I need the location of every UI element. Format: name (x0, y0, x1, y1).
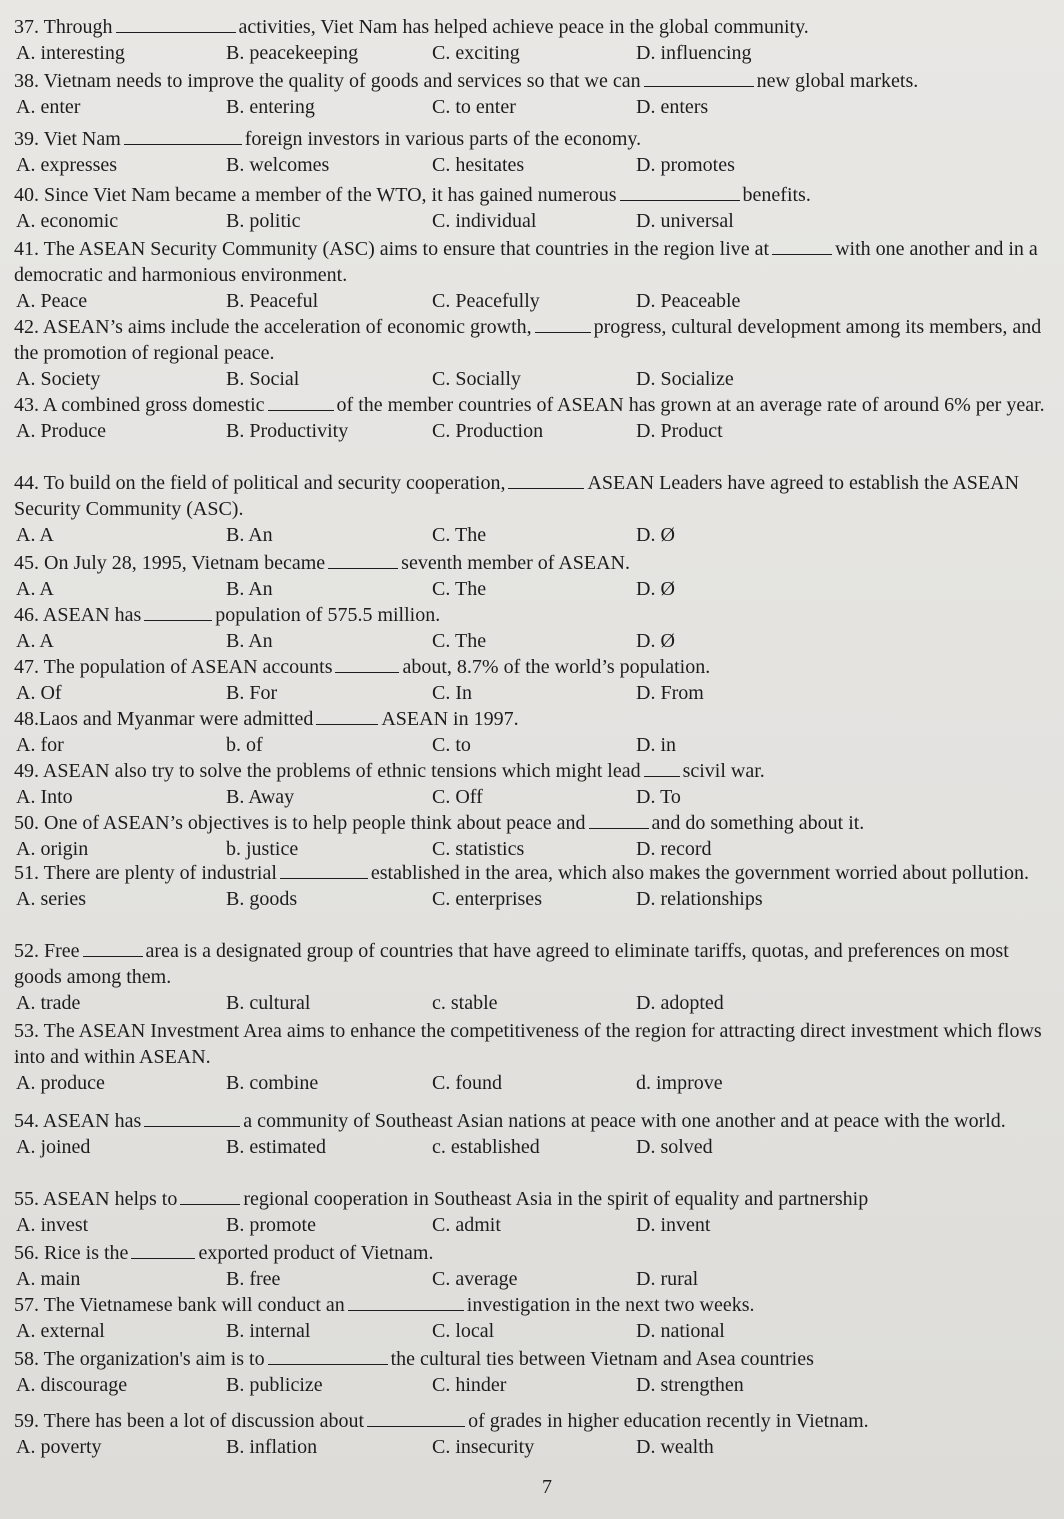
question-item (14, 68, 1050, 120)
question-text-after-blank: investigation in the next two weeks. (466, 1294, 755, 1316)
answer-option-a: A. main (16, 1268, 81, 1290)
answer-options (14, 94, 1050, 120)
question-item (14, 470, 1050, 548)
question-text-after-blank: of grades in higher education recently in Vietnam. (468, 1410, 869, 1432)
question-stem (14, 392, 1050, 418)
answer-option-a: A. Society (16, 368, 101, 390)
question-text-before-blank: 54. ASEAN has (14, 1110, 142, 1132)
answer-option-d: D. wealth (636, 1436, 714, 1458)
answer-option-b: B. publicize (226, 1374, 323, 1396)
question-text-before-blank: 49. ASEAN also try to solve the problems of ethnic tensions which might lead (14, 760, 641, 782)
question-text-after-blank: regional cooperation in Southeast Asia in the spirit of equality and partnership (243, 1188, 869, 1210)
answer-option-b: B. Social (226, 368, 300, 390)
answer-option-c: C. In (432, 682, 472, 704)
answer-option-d: D. Product (636, 420, 723, 442)
answer-option-b: B. entering (226, 96, 315, 118)
answer-option-b: B. An (226, 578, 273, 600)
answer-option-a: A. Produce (16, 420, 106, 442)
question-text-before-blank: 48.Laos and Myanmar were admitted (14, 708, 314, 730)
answer-option-c: C. hinder (432, 1374, 507, 1396)
question-text-before-blank: 41. The ASEAN Security Community (ASC) aims to ensure that countries in the region live at (14, 238, 770, 260)
answer-options (14, 1134, 1050, 1160)
question-stem (14, 14, 1050, 40)
answer-options (14, 628, 1050, 654)
question-stem (14, 602, 1050, 628)
question-text-before-blank: 50. One of ASEAN’s objectives is to help people think about peace and (14, 812, 586, 834)
answer-options (14, 1070, 1050, 1096)
answer-option-a: A. interesting (16, 42, 125, 64)
question-text-after-blank: benefits. (742, 184, 811, 206)
answer-option-d: D. record (636, 838, 712, 860)
answer-option-b: B. Peaceful (226, 290, 319, 312)
answer-option-c: C. statistics (432, 838, 525, 860)
answer-option-a: A. Peace (16, 290, 88, 312)
answer-options (14, 836, 1050, 862)
question-item (14, 1108, 1050, 1160)
question-item (14, 1186, 1050, 1238)
answer-option-b: B. peacekeeping (226, 42, 359, 64)
answer-options (14, 732, 1050, 758)
answer-option-d: D. solved (636, 1136, 713, 1158)
question-item (14, 1018, 1050, 1096)
question-text-after-blank: the cultural ties between Vietnam and Asea countries (390, 1348, 814, 1370)
answer-options (14, 152, 1050, 178)
answer-option-b: B. combine (226, 1072, 319, 1094)
answer-option-b: B. cultural (226, 992, 311, 1014)
answer-option-a: A. joined (16, 1136, 91, 1158)
question-text-before-blank: 59. There has been a lot of discussion about (14, 1410, 365, 1432)
answer-option-d: D. in (636, 734, 676, 756)
answer-option-c: C. Production (432, 420, 544, 442)
answer-blank (180, 1189, 240, 1205)
answer-option-a: A. external (16, 1320, 105, 1342)
question-text-before-blank: 40. Since Viet Nam became a member of the WTO, it has gained numerous (14, 184, 617, 206)
answer-option-c: C. The (432, 630, 487, 652)
answer-options (14, 366, 1050, 392)
answer-options (14, 990, 1050, 1016)
answer-blank (328, 553, 398, 569)
question-text-before-blank: 53. The ASEAN Investment Area aims to enhance the competitiveness of the region for attracting direct investment which flows into and within ASEAN. (14, 1020, 1042, 1068)
question-item (14, 654, 1050, 706)
question-item (14, 14, 1050, 66)
answer-blank (144, 605, 212, 621)
question-item (14, 810, 1050, 862)
question-text-before-blank: 52. Free (14, 940, 80, 962)
question-text-after-blank: area is a designated group of countries that have agreed to eliminate tariffs, quotas, and preferences on most goods among them. (14, 940, 1009, 988)
answer-options (14, 208, 1050, 234)
answer-option-a: A. origin (16, 838, 89, 860)
answer-option-c: C. Off (432, 786, 483, 808)
answer-option-a: A. trade (16, 992, 81, 1014)
answer-option-b: B. welcomes (226, 154, 330, 176)
answer-option-d: D. Ø (636, 630, 675, 652)
answer-options (14, 522, 1050, 548)
answer-option-a: A. discourage (16, 1374, 128, 1396)
question-item (14, 1240, 1050, 1292)
question-stem (14, 470, 1050, 522)
answer-option-d: D. promotes (636, 154, 735, 176)
question-item (14, 1346, 1050, 1398)
question-text-before-blank: 44. To build on the field of political and security cooperation, (14, 472, 506, 494)
question-text-after-blank: seventh member of ASEAN. (401, 552, 631, 574)
answer-option-a: A. for (16, 734, 64, 756)
answer-blank (280, 863, 368, 879)
answer-option-d: d. improve (636, 1072, 723, 1094)
answer-option-b: B. free (226, 1268, 281, 1290)
answer-options (14, 418, 1050, 444)
answer-option-a: A. A (16, 578, 54, 600)
question-text-before-blank: 39. Viet Nam (14, 128, 121, 150)
answer-option-c: C. The (432, 524, 487, 546)
answer-blank (644, 761, 680, 777)
answer-blank (589, 813, 649, 829)
question-item (14, 706, 1050, 758)
answer-options (14, 1212, 1050, 1238)
answer-option-d: D. national (636, 1320, 725, 1342)
answer-option-b: B. politic (226, 210, 301, 232)
question-text-before-blank: 42. ASEAN’s aims include the acceleration of economic growth, (14, 316, 532, 338)
question-stem (14, 1346, 1050, 1372)
answer-blank (116, 17, 236, 33)
answer-option-a: A. economic (16, 210, 119, 232)
answer-option-b: B. An (226, 524, 273, 546)
answer-option-d: D. rural (636, 1268, 699, 1290)
question-item (14, 860, 1050, 912)
question-text-after-blank: progress, cultural development among its members, and the promotion of regional peace. (14, 316, 1042, 364)
answer-option-a: A. produce (16, 1072, 105, 1094)
answer-options (14, 1318, 1050, 1344)
question-stem (14, 182, 1050, 208)
answer-option-c: C. admit (432, 1214, 501, 1236)
answer-option-d: D. From (636, 682, 704, 704)
question-item (14, 602, 1050, 654)
question-text-before-blank: 45. On July 28, 1995, Vietnam became (14, 552, 326, 574)
answer-options (14, 576, 1050, 602)
answer-option-c: c. established (432, 1136, 540, 1158)
answer-option-c: C. to enter (432, 96, 516, 118)
question-item (14, 1408, 1050, 1460)
answer-blank (620, 185, 740, 201)
answer-option-b: B. Away (226, 786, 295, 808)
answer-option-b: B. estimated (226, 1136, 326, 1158)
answer-options (14, 1372, 1050, 1398)
answer-option-b: B. For (226, 682, 278, 704)
question-text-before-blank: 43. A combined gross domestic (14, 394, 265, 416)
question-stem (14, 810, 1050, 836)
question-item (14, 236, 1050, 314)
answer-option-d: D. invent (636, 1214, 711, 1236)
question-item (14, 126, 1050, 178)
answer-option-c: C. Socially (432, 368, 521, 390)
answer-option-a: A. Of (16, 682, 62, 704)
question-stem (14, 1292, 1050, 1318)
answer-option-d: D. enters (636, 96, 709, 118)
page-number: 7 (542, 1476, 552, 1498)
answer-option-b: B. An (226, 630, 273, 652)
question-stem (14, 758, 1050, 784)
question-stem (14, 1408, 1050, 1434)
question-text-after-blank: a community of Southeast Asian nations at peace with one another and at peace with the world. (243, 1110, 1006, 1132)
question-text-after-blank: foreign investors in various parts of the economy. (244, 128, 642, 150)
answer-option-d: D. influencing (636, 42, 752, 64)
question-text-before-blank: 55. ASEAN helps to (14, 1188, 178, 1210)
question-text-after-blank: ASEAN in 1997. (381, 708, 519, 730)
answer-option-d: D. Peaceable (636, 290, 741, 312)
question-stem (14, 1240, 1050, 1266)
question-text-before-blank: 51. There are plenty of industrial (14, 862, 277, 884)
answer-blank (83, 941, 143, 957)
answer-blank (131, 1243, 195, 1259)
answer-blank (316, 709, 378, 725)
question-stem (14, 236, 1050, 288)
answer-option-c: C. exciting (432, 42, 520, 64)
answer-blank (124, 129, 242, 145)
question-item (14, 314, 1050, 392)
question-text-before-blank: 58. The organization's aim is to (14, 1348, 265, 1370)
question-text-after-blank: about, 8.7% of the world’s population. (402, 656, 711, 678)
answer-option-a: A. Into (16, 786, 73, 808)
question-stem (14, 938, 1050, 990)
question-text-after-blank: new global markets. (756, 70, 919, 92)
question-item (14, 550, 1050, 602)
question-text-after-blank: activities, Viet Nam has helped achieve peace in the global community. (238, 16, 809, 38)
answer-option-c: C. enterprises (432, 888, 542, 910)
answer-options (14, 886, 1050, 912)
question-text-after-blank: of the member countries of ASEAN has grown at an average rate of around 6% per year. (336, 394, 1045, 416)
answer-option-d: D. To (636, 786, 681, 808)
question-text-before-blank: 56. Rice is the (14, 1242, 129, 1264)
answer-options (14, 1266, 1050, 1292)
answer-blank (367, 1411, 465, 1427)
answer-option-d: D. universal (636, 210, 734, 232)
question-text-before-blank: 46. ASEAN has (14, 604, 142, 626)
question-stem (14, 1186, 1050, 1212)
answer-option-c: C. insecurity (432, 1436, 535, 1458)
answer-option-b: B. goods (226, 888, 298, 910)
answer-option-d: D. Ø (636, 524, 675, 546)
answer-option-d: D. relationships (636, 888, 763, 910)
answer-option-c: C. average (432, 1268, 518, 1290)
answer-option-a: A. poverty (16, 1436, 102, 1458)
answer-option-b: B. internal (226, 1320, 311, 1342)
question-item (14, 758, 1050, 810)
answer-blank (772, 239, 832, 255)
question-text-after-blank: and do something about it. (651, 812, 865, 834)
question-text-before-blank: 47. The population of ASEAN accounts (14, 656, 333, 678)
answer-option-c: C. Peacefully (432, 290, 540, 312)
answer-option-a: A. invest (16, 1214, 89, 1236)
answer-blank (644, 71, 754, 87)
answer-option-c: C. to (432, 734, 471, 756)
answer-options (14, 288, 1050, 314)
answer-blank (268, 395, 334, 411)
question-stem (14, 314, 1050, 366)
question-stem (14, 1108, 1050, 1134)
answer-blank (508, 473, 584, 489)
answer-option-c: C. individual (432, 210, 537, 232)
answer-option-c: C. found (432, 1072, 502, 1094)
question-stem (14, 860, 1050, 886)
question-text-after-blank: with one another and in a democratic and harmonious environment. (14, 238, 1038, 286)
question-stem (14, 654, 1050, 680)
answer-options (14, 40, 1050, 66)
question-stem (14, 68, 1050, 94)
answer-option-b: B. promote (226, 1214, 316, 1236)
answer-blank (335, 657, 399, 673)
question-stem (14, 550, 1050, 576)
question-text-after-blank: exported product of Vietnam. (198, 1242, 434, 1264)
answer-option-b: B. inflation (226, 1436, 318, 1458)
answer-option-d: D. strengthen (636, 1374, 744, 1396)
answer-options (14, 784, 1050, 810)
answer-option-a: A. expresses (16, 154, 118, 176)
answer-blank (535, 317, 591, 333)
answer-option-d: D. Socialize (636, 368, 734, 390)
answer-option-c: C. The (432, 578, 487, 600)
answer-option-d: D. Ø (636, 578, 675, 600)
question-stem (14, 1018, 1050, 1070)
question-item (14, 392, 1050, 444)
answer-blank (348, 1295, 464, 1311)
question-text-before-blank: 37. Through (14, 16, 113, 38)
answer-option-b: b. justice (226, 838, 299, 860)
answer-blank (268, 1349, 388, 1365)
question-stem (14, 706, 1050, 732)
question-text-before-blank: 57. The Vietnamese bank will conduct an (14, 1294, 345, 1316)
answer-option-d: D. adopted (636, 992, 724, 1014)
answer-option-a: A. A (16, 524, 54, 546)
question-text-before-blank: 38. Vietnam needs to improve the quality of goods and services so that we can (14, 70, 641, 92)
answer-options (14, 680, 1050, 706)
question-item (14, 938, 1050, 1016)
question-item (14, 182, 1050, 234)
answer-options (14, 1434, 1050, 1460)
answer-option-b: b. of (226, 734, 263, 756)
answer-option-a: A. series (16, 888, 86, 910)
answer-option-a: A. enter (16, 96, 81, 118)
answer-option-c: c. stable (432, 992, 498, 1014)
question-item (14, 1292, 1050, 1344)
answer-option-c: C. local (432, 1320, 495, 1342)
answer-option-c: C. hesitates (432, 154, 525, 176)
question-text-after-blank: established in the area, which also makes the government worried about pollution. (370, 862, 1030, 884)
answer-option-b: B. Productivity (226, 420, 349, 442)
answer-option-a: A. A (16, 630, 54, 652)
question-stem (14, 126, 1050, 152)
question-text-after-blank: scivil war. (682, 760, 765, 782)
question-text-after-blank: ASEAN Leaders have agreed to establish the ASEAN Security Community (ASC). (14, 472, 1020, 520)
question-text-after-blank: population of 575.5 million. (215, 604, 441, 626)
answer-blank (144, 1111, 240, 1127)
